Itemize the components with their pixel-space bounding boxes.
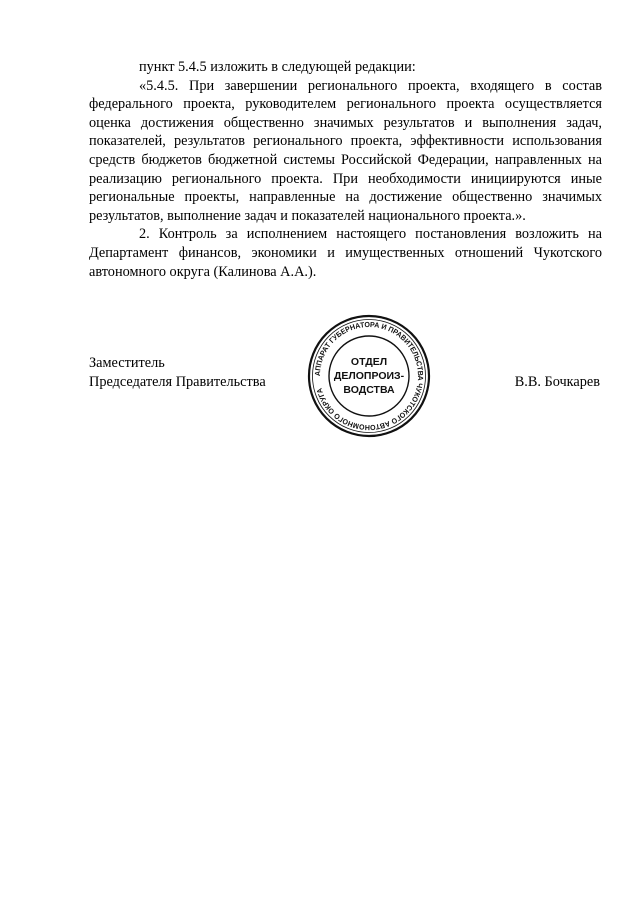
- signatory-position-line-1: Заместитель: [89, 355, 165, 371]
- paragraph-amendment-intro: пункт 5.4.5 изложить в следующей редакции:: [139, 59, 416, 75]
- stamp-center-line-2: ДЕЛОПРОИЗ-: [333, 370, 405, 382]
- paragraph-point-5-4-5: «5.4.5. При завершении регионального проекта, входящего в состав федерального проекта, руководителем регионального проекта осуществляется оценка достижения общественно значимых результатов и выполнения задач, показателей, результатов регионального проекта, эффективности использования средств бюджетов бюджетной системы Российской Федерации, направленных на реализацию регионального проекта. При необходимости инициируются иные региональные проекты, направленные на достижение общественно значимых результатов, выполнение задач и показателей национального проекта.».: [89, 77, 602, 224]
- stamp-center-line-1: ОТДЕЛ: [350, 356, 388, 368]
- stamp-ring-text: АППАРАТ ГУБЕРНАТОРА И ПРАВИТЕЛЬСТВА ЧУКОТСКОГО АВТОНОМНОГО ОКРУГА: [312, 319, 426, 433]
- document-body: [89, 58, 602, 281]
- signatory-position: [89, 354, 266, 391]
- stamp-center-line-3: ВОДСТВА: [343, 384, 395, 396]
- official-stamp: [306, 313, 432, 439]
- paragraph-point-2: 2. Контроль за исполнением настоящего постановления возложить на Департамент финансов, экономики и имущественных отношений Чукотского автономного округа (Калинова А.А.).: [89, 226, 602, 280]
- signatory-name: В.В. Бочкарев: [514, 374, 600, 390]
- signatory-position-line-2: Председателя Правительства: [89, 373, 266, 390]
- stamp-seal-graphic: [306, 313, 432, 439]
